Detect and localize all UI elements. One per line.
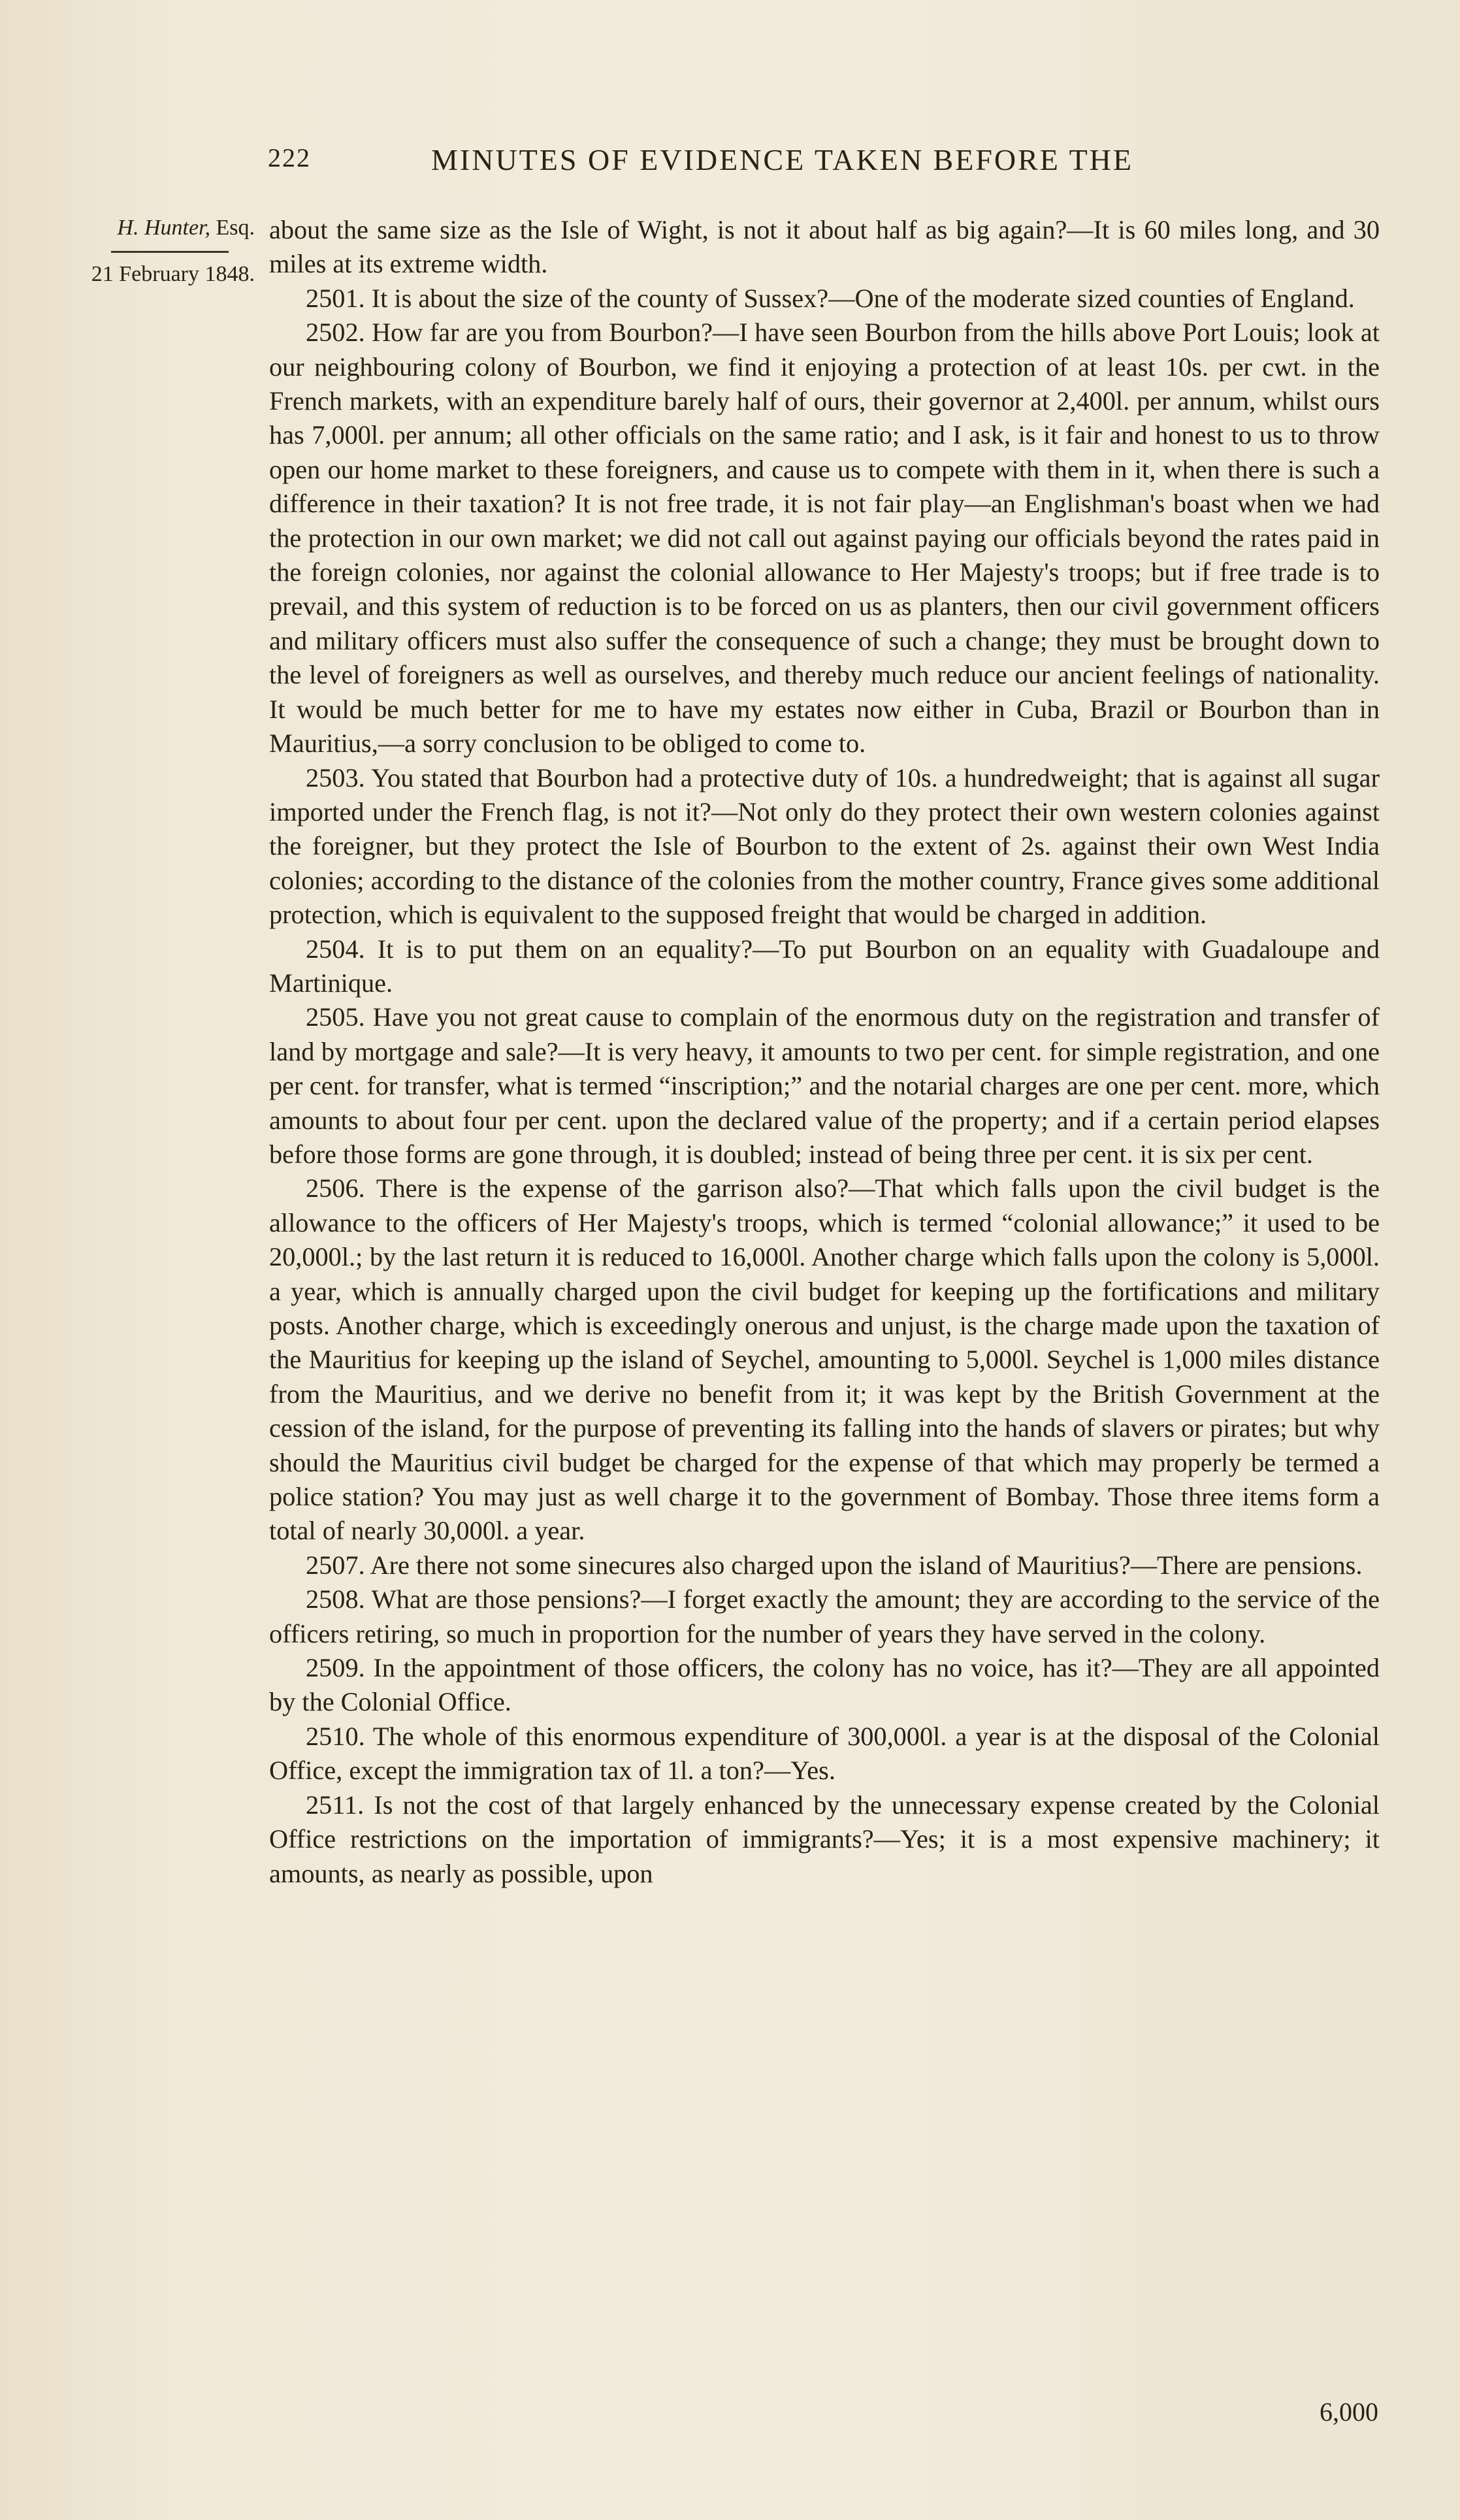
witness-name xyxy=(46,216,255,240)
question-2501: 2501. It is about the size of the county of Sussex?—One of the moderate sized counties of England. xyxy=(306,283,1355,313)
question-2508: 2508. What are those pensions?—I forget exactly the amount; they are according to the service of the officers retiring, so much in proportion for the number of years they have served in the colony. xyxy=(269,1584,1380,1648)
question-2504: 2504. It is to put them on an equality?—To put Bourbon on an equality with Guadaloupe and Martinique. xyxy=(269,934,1380,998)
paragraph-continued: about the same size as the Isle of Wight, is not it about half as big again?—It is 60 miles long, and 30 miles at its extreme width. xyxy=(269,215,1380,279)
page-header xyxy=(268,142,1378,182)
question-2511: 2511. Is not the cost of that largely enhanced by the unnecessary expense created by the Colonial Office restrictions on the importation of immigrants?—Yes; it is a most expensive machinery; it amounts, as nearly as possible, upon xyxy=(269,1790,1380,1888)
question-2506: 2506. There is the expense of the garrison also?—That which falls upon the civil budget is the allowance to the officers of Her Majesty's troops, which is termed “colonial allowance;” it used to be 20,000l.; by the last return it is reduced to 16,000l. Another charge which falls upon the colony is 5,000l. a year, which is annually charged upon the civil budget for keeping up the fortifications and military posts. Another charge, which is exceedingly onerous and unjust, is the charge made upon the taxation of the Mauritius for keeping up the island of Seychel, amounting to 5,000l. Seychel is 1,000 miles distance from the Mauritius, and we derive no benefit from it; it was kept by the British Government at the cession of the island, for the purpose of preventing its falling into the hands of slavers or pirates; but why should the Mauritius civil budget be charged for the expense of that which may properly be termed a police station? You may just as well charge it to the government of Bombay. Those three items form a total of nearly 30,000l. a year. xyxy=(269,1173,1380,1546)
catchword: 6,000 xyxy=(1320,2397,1378,2427)
question-2510: 2510. The whole of this enormous expenditure of 300,000l. a year is at the disposal of the Colonial Office, except the immigration tax of 1l. a ton?—Yes. xyxy=(269,1721,1380,1786)
margin-note xyxy=(46,216,255,287)
question-2503: 2503. You stated that Bourbon had a protective duty of 10s. a hundredweight; that is against all sugar imported under the French flag, is not it?—Not only do they protect their own western colonies against the foreigner, but they protect the Isle of Bourbon to the extent of 2s. against their own West India colonies; according to the distance of the colonies from the mother country, France gives some additional protection, which is equivalent to the supposed freight that would be charged in addition. xyxy=(269,762,1380,930)
margin-divider xyxy=(111,251,229,253)
question-2502: 2502. How far are you from Bourbon?—I have seen Bourbon from the hills above Port Louis; look at our neighbouring colony of Bourbon, we find it enjoying a protection of at least 10s. per cwt. in the French markets, with an expenditure barely half of ours, their governor at 2,400l. per annum, whilst ours has 7,000l. per annum; all other officials on the same ratio; and I ask, is it fair and honest to us to throw open our home market to these foreigners, and cause us to compete with them in it, when there is such a difference in their taxation? It is not free trade, it is not fair play—an Englishman's boast when we had the protection in our own market; we did not call out against paying our officials beyond the rates paid in the foreign colonies, nor against the colonial allowance to Her Majesty's troops; but if free trade is to prevail, and this system of reduction is to be forced on us as planters, then our civil government officers and military officers must also suffer the consequence of such a change; they must be brought down to the level of foreigners as well as ourselves, and thereby much reduce our ancient feelings of nationality. It would be much better for me to have my estates now either in Cuba, Brazil or Bourbon than in Mauritius,—a sorry conclusion to be obliged to come to. xyxy=(269,318,1380,759)
witness-suffix: Esq. xyxy=(210,216,255,240)
question-2507: 2507. Are there not some sinecures also charged upon the island of Mauritius?—There are pensions. xyxy=(306,1550,1363,1580)
running-title: MINUTES OF EVIDENCE TAKEN BEFORE THE xyxy=(431,143,1133,176)
question-2509: 2509. In the appointment of those officers, the colony has no voice, has it?—They are all appointed by the Colonial Office. xyxy=(269,1653,1380,1717)
question-2505: 2505. Have you not great cause to complain of the enormous duty on the registration and transfer of land by mortgage and sale?—It is very heavy, it amounts to two per cent. for simple registration, and one per cent. for transfer, what is termed “inscription;” and the notarial charges are one per cent. more, which amounts to about four per cent. upon the declared value of the property; and if a certain period elapses before those forms are gone through, it is doubled; instead of being three per cent. it is six per cent. xyxy=(269,1002,1380,1169)
page-number: 222 xyxy=(268,143,311,172)
testimony-body xyxy=(269,213,1380,1891)
testimony-date: 21 February 1848. xyxy=(91,262,255,286)
witness-name-italic: H. Hunter, xyxy=(117,216,210,240)
